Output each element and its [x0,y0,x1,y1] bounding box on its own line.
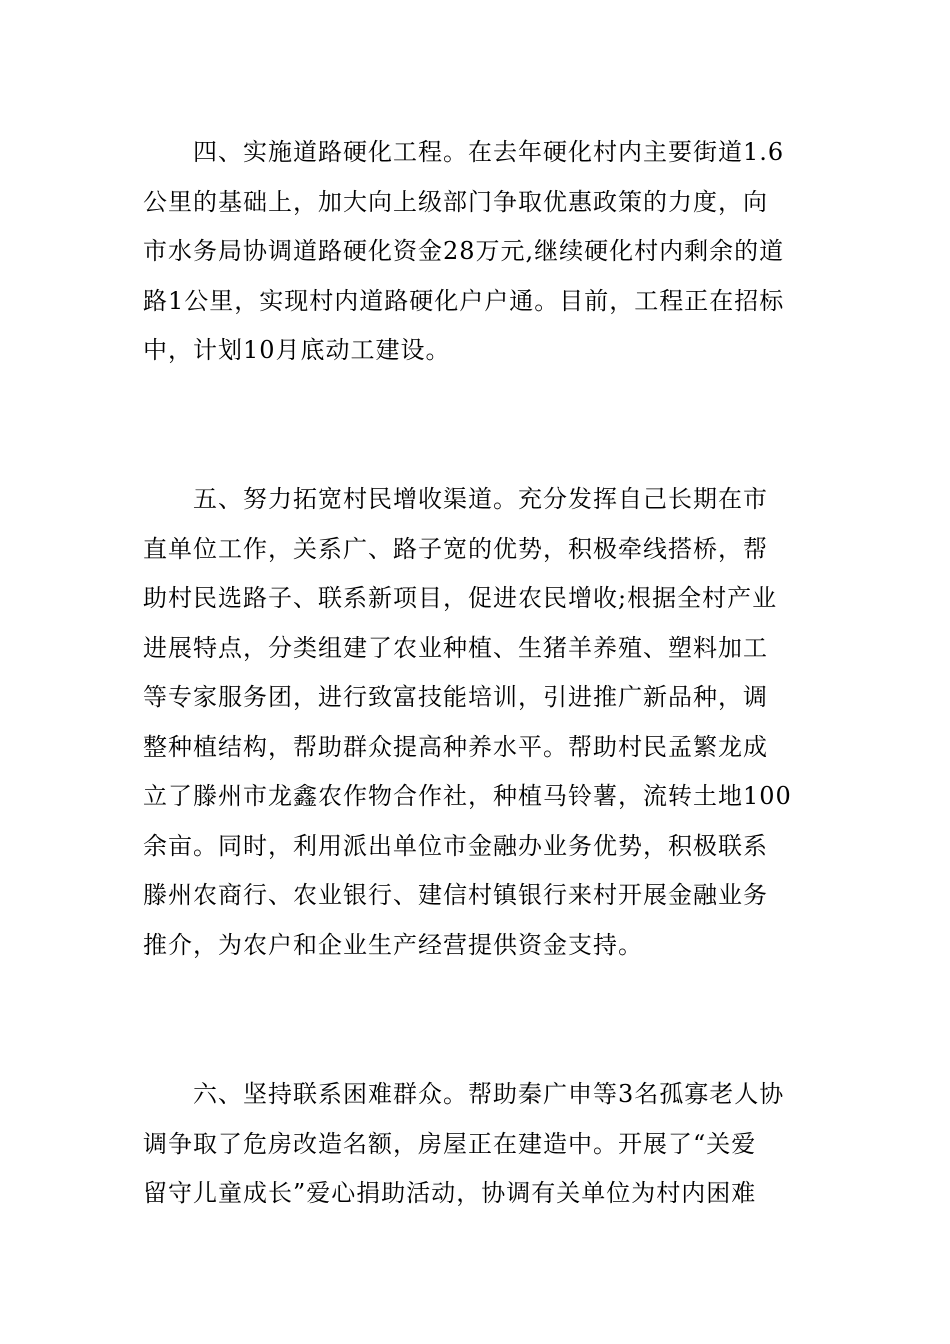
text-line: 整种植结构，帮助群众提高种养水平。帮助村民孟繁龙成 [143,732,768,761]
text-line: 立了滕州市龙鑫农作物合作社，种植马铃薯，流转土地100 [143,782,792,810]
text-line: 五、努力拓宽村民增收渠道。充分发挥自己长期在市 [143,485,768,513]
text-line: 公里的基础上，加大向上级部门争取优惠政策的力度，向 [143,187,768,216]
text-line: 助村民选路子、联系新项目，促进农民增收;根据全村产业 [143,584,778,612]
text-line: 等专家服务团，进行致富技能培训，引进推广新品种，调 [143,683,768,711]
text-line: 进展特点，分类组建了农业种植、生猪羊养殖、塑料加工 [143,633,768,662]
paragraph-needy-residents [143,1070,823,1219]
text-line: 四、实施道路硬化工程。在去年硬化村内主要街道1.6 [143,138,785,166]
paragraph-road-hardening [143,128,823,376]
paragraph-income-channels [143,475,823,970]
text-line: 留守儿童成长”爱心捐助活动，协调有关单位为村内困难 [143,1179,757,1207]
text-line: 推介，为农户和企业生产经营提供资金支持。 [143,930,643,959]
text-line: 六、坚持联系困难群众。帮助秦广申等3名孤寡老人协 [143,1080,785,1108]
text-line: 市水务局协调道路硬化资金28万元,继续硬化村内剩余的道 [143,237,785,265]
text-line: 路1公里，实现村内道路硬化户户通。目前，工程正在招标 [143,286,785,315]
text-line: 调争取了危房改造名额，房屋正在建造中。开展了“关爱 [143,1129,757,1158]
text-line: 中，计划10月底动工建设。 [143,336,451,364]
text-line: 滕州农商行、农业银行、建信村镇银行来村开展金融业务 [143,881,768,909]
text-line: 余亩。同时，利用派出单位市金融办业务优势，积极联系 [143,831,768,860]
text-line: 直单位工作，关系广、路子宽的优势，积极牵线搭桥，帮 [143,534,768,563]
